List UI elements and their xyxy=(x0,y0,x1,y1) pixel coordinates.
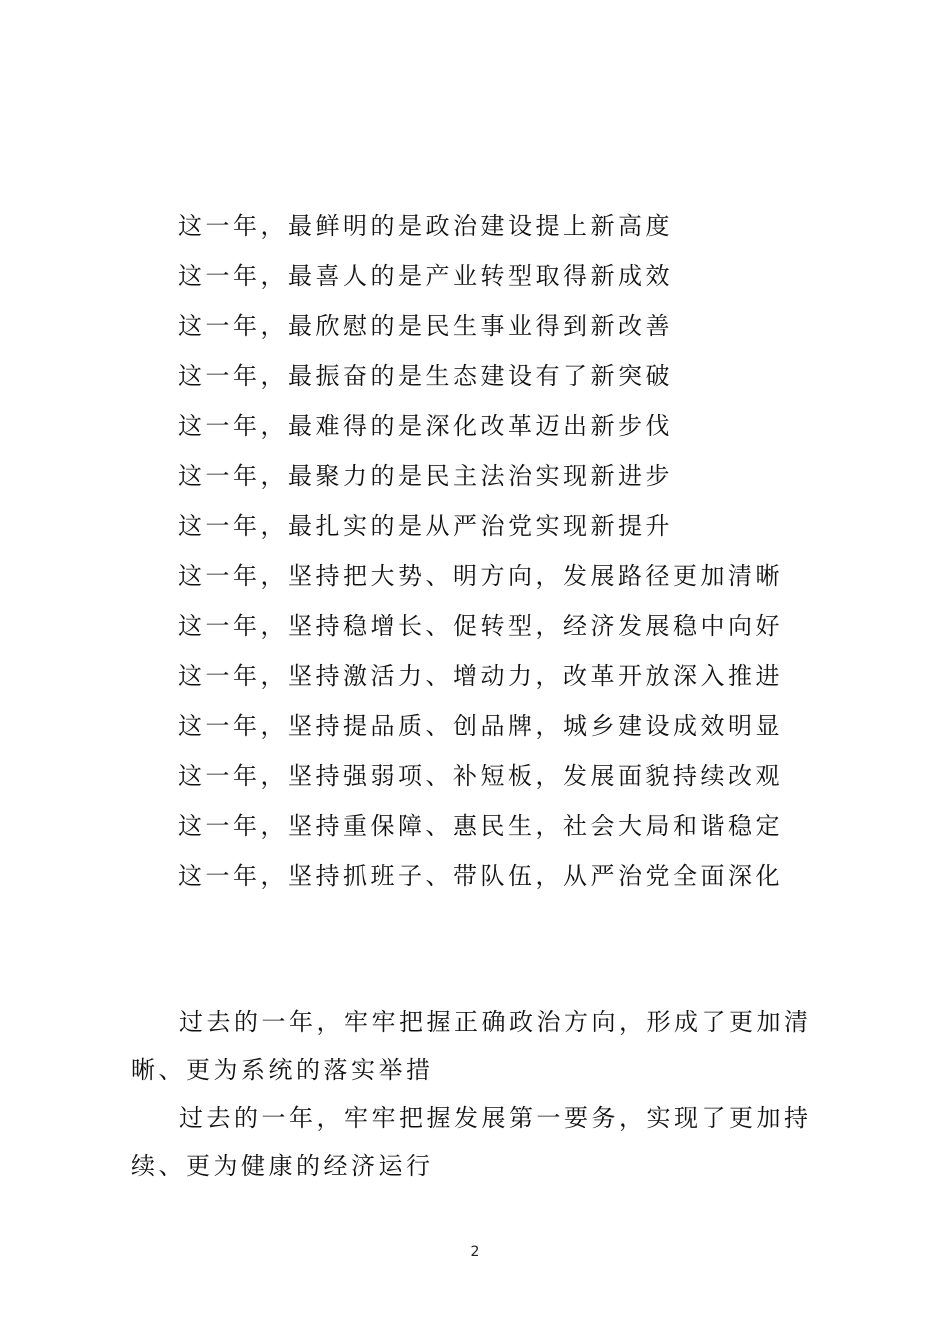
summary-line: 这一年，最扎实的是从严治党实现新提升 xyxy=(178,512,673,540)
summary-line: 这一年，坚持稳增长、促转型，经济发展稳中向好 xyxy=(178,612,783,640)
summary-line: 这一年，坚持抓班子、带队伍，从严治党全面深化 xyxy=(178,862,783,890)
summary-line-list xyxy=(178,201,878,901)
summary-line: 这一年，坚持激活力、增动力，改革开放深入推进 xyxy=(178,662,783,690)
summary-line: 这一年，坚持重保障、惠民生，社会大局和谐稳定 xyxy=(178,812,783,840)
summary-line: 这一年，坚持把大势、明方向，发展路径更加清晰 xyxy=(178,562,783,590)
body-paragraph: 过去的一年，牢牢把握正确政治方向，形成了更加清晰、更为系统的落实举措 xyxy=(131,1008,812,1084)
summary-line: 这一年，坚持强弱项、补短板，发展面貌持续改观 xyxy=(178,762,783,790)
summary-line: 这一年，坚持提品质、创品牌，城乡建设成效明显 xyxy=(178,712,783,740)
page-number: 2 xyxy=(470,1244,480,1260)
body-paragraphs xyxy=(131,998,831,1190)
summary-line: 这一年，最鲜明的是政治建设提上新高度 xyxy=(178,212,673,240)
body-paragraph: 过去的一年，牢牢把握发展第一要务，实现了更加持续、更为健康的经济运行 xyxy=(131,1104,812,1180)
summary-line: 这一年，最振奋的是生态建设有了新突破 xyxy=(178,362,673,390)
summary-line: 这一年，最难得的是深化改革迈出新步伐 xyxy=(178,412,673,440)
summary-line: 这一年，最欣慰的是民生事业得到新改善 xyxy=(178,312,673,340)
summary-line: 这一年，最聚力的是民主法治实现新进步 xyxy=(178,462,673,490)
summary-line: 这一年，最喜人的是产业转型取得新成效 xyxy=(178,262,673,290)
